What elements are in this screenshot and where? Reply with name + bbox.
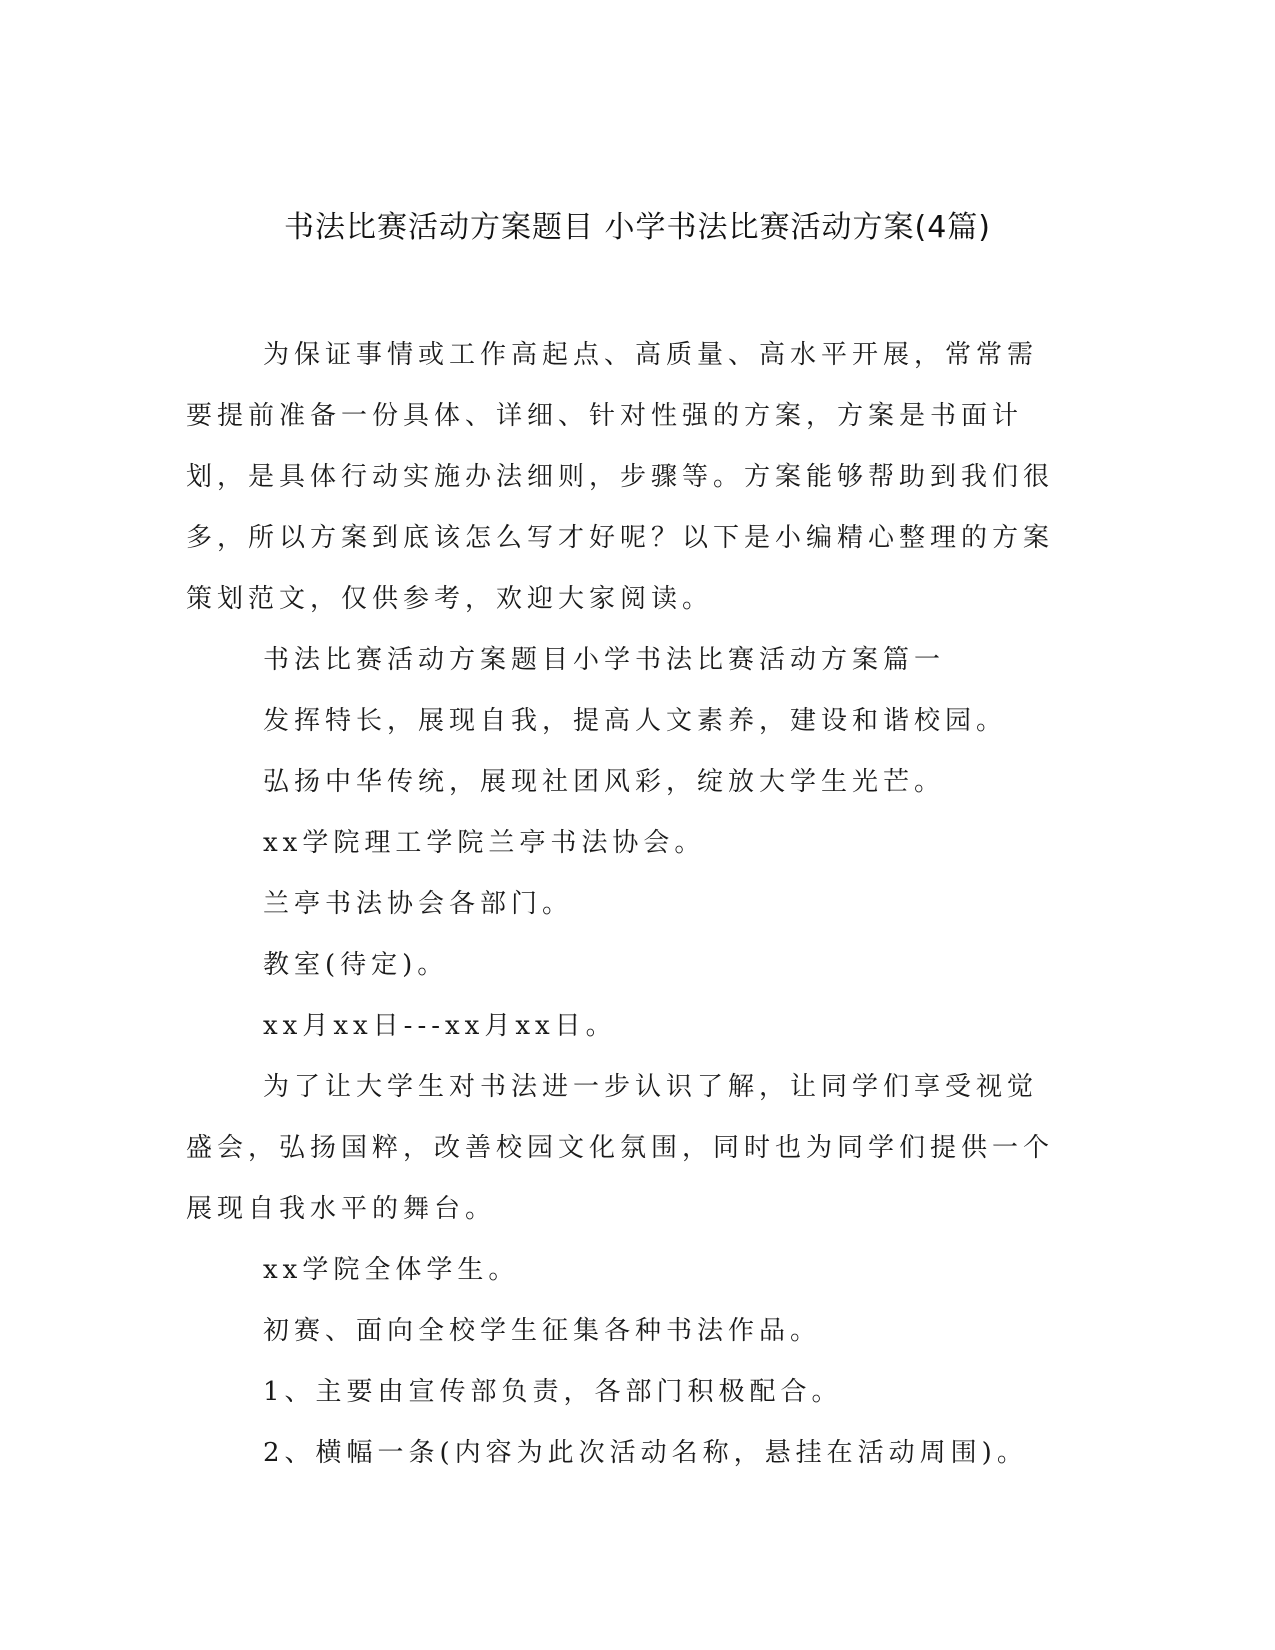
document-body (186, 325, 1066, 1484)
intro-paragraph: 为保证事情或工作高起点、高质量、高水平开展，常常需要提前准备一份具体、详细、针对性强的方案，方案是书面计划，是具体行动实施办法细则，步骤等。方案能够帮助到我们很多，所以方案到底该怎么写才好呢？以下是小编精心整理的方案策划范文，仅供参考，欢迎大家阅读。 (186, 340, 1055, 614)
significance-paragraph: 为了让大学生对书法进一步认识了解，让同学们享受视觉盛会，弘扬国粹，改善校园文化氛围，同时也为同学们提供一个展现自我水平的舞台。 (186, 1072, 1055, 1224)
undertaker-line: 兰亭书法协会各部门。 (263, 889, 574, 919)
venue-line: 教室(待定)。 (263, 950, 449, 980)
time-line: xx月xx日---xx月xx日。 (263, 1011, 617, 1041)
theme-line: 发挥特长，展现自我，提高人文素养，建设和谐校园。 (263, 706, 1008, 736)
section-heading: 书法比赛活动方案题目小学书法比赛活动方案篇一 (263, 645, 946, 675)
preliminary-line: 初赛、面向全校学生征集各种书法作品。 (263, 1316, 822, 1346)
document-title: 书法比赛活动方案题目 小学书法比赛活动方案(4篇) (283, 210, 992, 245)
participants-line: xx学院全体学生。 (263, 1255, 520, 1285)
organizer-line: xx学院理工学院兰亭书法协会。 (263, 828, 706, 858)
list-item-1: 1、主要由宣传部负责，各部门积极配合。 (263, 1377, 843, 1407)
list-item-2: 2、横幅一条(内容为此次活动名称，悬挂在活动周围)。 (263, 1438, 1028, 1468)
purpose-line: 弘扬中华传统，展现社团风彩，绽放大学生光芒。 (263, 767, 946, 797)
